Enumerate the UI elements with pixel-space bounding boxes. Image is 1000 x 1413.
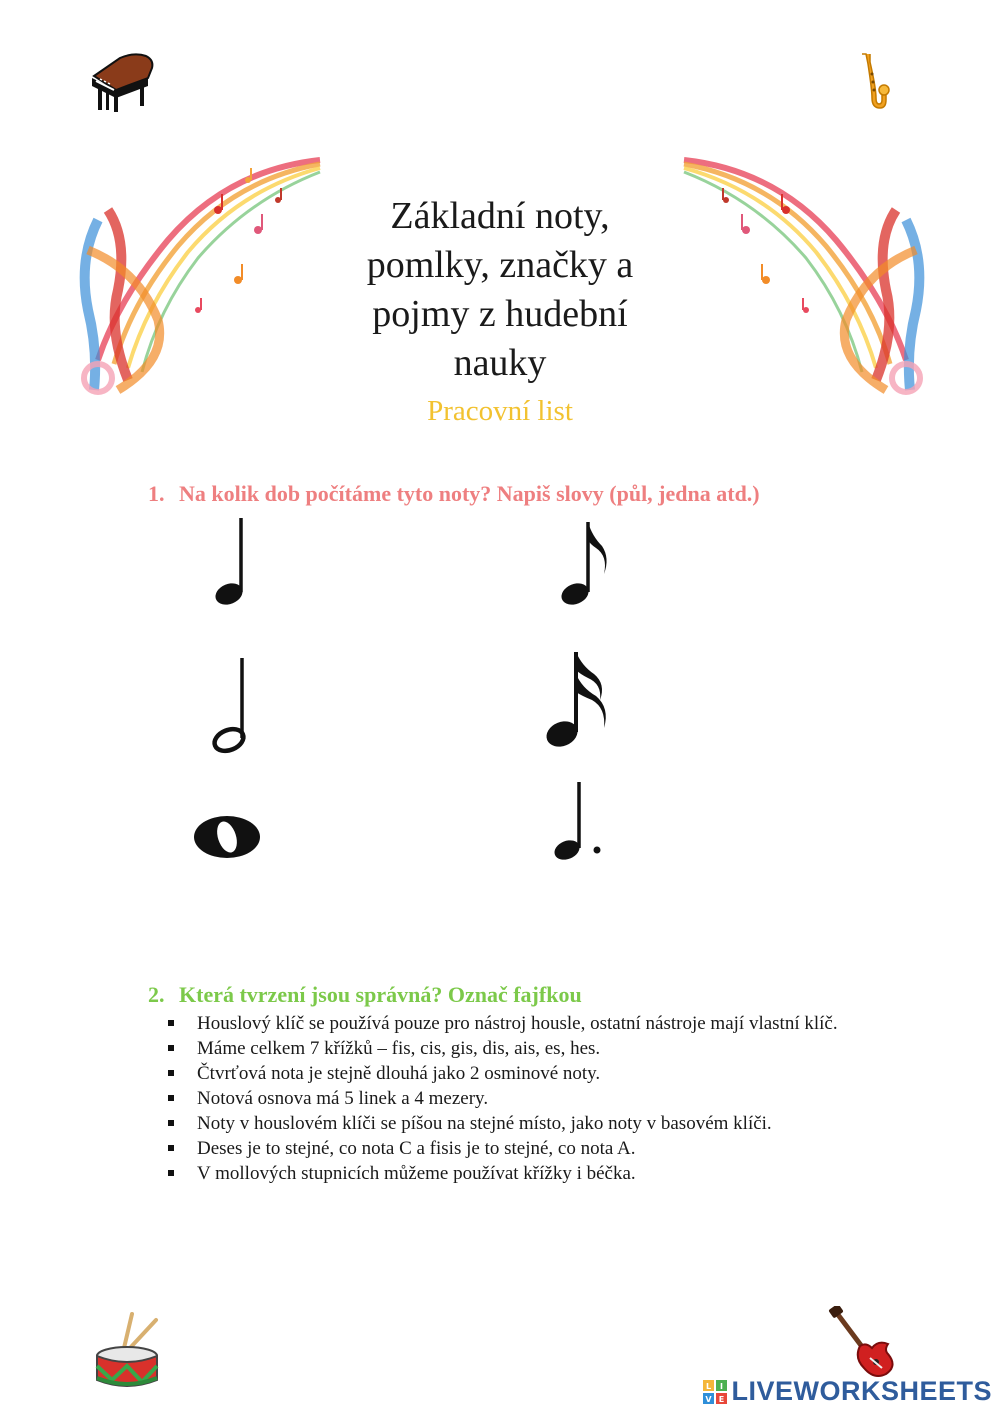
watermark-text: LIVEWORKSHEETS <box>731 1376 992 1406</box>
bullet-icon <box>168 1020 174 1026</box>
whole-note-icon <box>190 810 264 864</box>
dotted-quarter-note-icon <box>546 776 610 864</box>
statement-text: Deses je to stejné, co nota C a fisis je to stejné, co nota A. <box>197 1138 636 1159</box>
question-number: 2. <box>148 982 165 1007</box>
svg-text:V: V <box>705 1394 713 1404</box>
grand-piano-icon <box>86 48 158 114</box>
statement-text: Noty v houslovém klíči se píšou na stejné místo, jako noty v basovém klíči. <box>197 1113 772 1134</box>
statement-item[interactable] <box>166 1136 838 1161</box>
bullet-icon <box>168 1120 174 1126</box>
title-line: nauky <box>453 342 547 384</box>
liveworksheets-logo-icon <box>703 1380 727 1404</box>
title-line: pojmy z hudební <box>372 293 628 335</box>
statement-item[interactable] <box>166 1011 838 1036</box>
question-text: Která tvrzení jsou správná? Označ fajfkou <box>179 982 582 1007</box>
bullet-icon <box>168 1045 174 1051</box>
saxophone-icon <box>848 50 892 114</box>
music-swirl-decoration-left <box>58 150 328 410</box>
statement-item[interactable] <box>166 1036 838 1061</box>
question-text: Na kolik dob počítáme tyto noty? Napiš slovy (půl, jedna atd.) <box>179 481 760 506</box>
music-swirl-decoration-right <box>676 150 946 410</box>
statement-item[interactable] <box>166 1111 838 1136</box>
bullet-icon <box>168 1145 174 1151</box>
liveworksheets-watermark[interactable] <box>703 1376 992 1407</box>
svg-text:E: E <box>719 1394 725 1404</box>
page-title <box>300 192 700 388</box>
page-subtitle: Pracovní list <box>427 395 573 427</box>
question-2-heading <box>148 982 582 1008</box>
eighth-note-icon <box>548 512 618 608</box>
statement-item[interactable] <box>166 1061 838 1086</box>
title-line: pomlky, značky a <box>366 244 634 286</box>
question-1-heading <box>148 481 760 507</box>
statement-item[interactable] <box>166 1086 838 1111</box>
half-note-icon <box>200 652 260 756</box>
statement-item[interactable] <box>166 1161 838 1186</box>
statement-text: Čtvrťová nota je stejně dlouhá jako 2 osminové noty. <box>197 1063 601 1084</box>
statement-text: Houslový klíč se používá pouze pro nástroj housle, ostatní nástroje mají vlastní klíč. <box>197 1013 838 1034</box>
drum-icon <box>94 1310 164 1392</box>
sixteenth-note-icon <box>534 644 618 754</box>
statement-list <box>166 1011 838 1186</box>
question-number: 1. <box>148 481 165 506</box>
quarter-note-icon <box>200 512 260 608</box>
bullet-icon <box>168 1070 174 1076</box>
svg-text:I: I <box>720 1381 724 1391</box>
statement-text: Máme celkem 7 křížků – fis, cis, gis, dis, ais, es, hes. <box>197 1038 601 1059</box>
statement-text: V mollových stupnicích můžeme používat křížky i béčka. <box>197 1163 636 1184</box>
svg-text:L: L <box>706 1381 712 1391</box>
bullet-icon <box>168 1095 174 1101</box>
title-line: Základní noty, <box>390 195 610 237</box>
bullet-icon <box>168 1170 174 1176</box>
statement-text: Notová osnova má 5 linek a 4 mezery. <box>197 1088 489 1109</box>
